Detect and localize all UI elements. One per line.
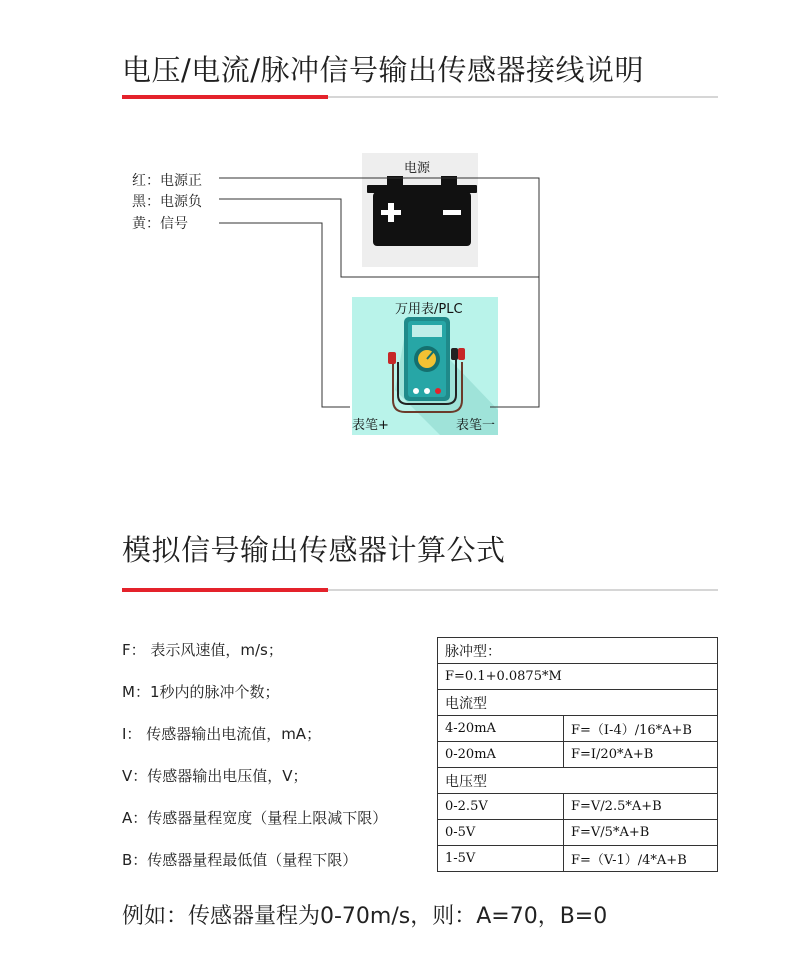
- voltage-range-cell: 0-2.5V: [438, 794, 564, 820]
- table-row: [438, 638, 718, 664]
- voltage-range-cell: 1-5V: [438, 846, 564, 872]
- definition-item: M：1秒内的脉冲个数；: [122, 683, 280, 701]
- table-row: [438, 742, 718, 768]
- table-row: [438, 820, 718, 846]
- voltage-range-cell: 0-5V: [438, 820, 564, 846]
- table-row: [438, 768, 718, 794]
- probe-plus-label: 表笔+: [352, 418, 389, 433]
- example-text: 例如：传感器量程为0-70m/s，则：A=70，B=0: [122, 904, 608, 929]
- definition-item: A：传感器量程宽度（量程上限减下限）: [122, 809, 388, 827]
- voltage-formula-cell: F=V/2.5*A+B: [564, 794, 718, 820]
- definition-item: B：传感器量程最低值（量程下限）: [122, 851, 358, 869]
- battery-icon: [367, 176, 477, 246]
- pulse-type-header: 脉冲型：: [438, 638, 718, 664]
- wire-label-yellow: 黄：信号: [132, 216, 188, 232]
- current-type-header: 电流型: [438, 690, 718, 716]
- wire-label-black: 黑：电源负: [132, 194, 202, 210]
- voltage-formula-cell: F=V/5*A+B: [564, 820, 718, 846]
- probe-minus-label: 表笔一: [456, 418, 496, 433]
- table-row: [438, 690, 718, 716]
- section-title-wiring: 电压/电流/脉冲信号输出传感器接线说明: [122, 53, 645, 87]
- current-formula-cell: F=I/20*A+B: [564, 742, 718, 768]
- voltage-type-header: 电压型: [438, 768, 718, 794]
- current-range-cell: 4-20mA: [438, 716, 564, 742]
- pulse-formula: F=0.1+0.0875*M: [438, 664, 718, 690]
- wiring-diagram-graphic: [0, 0, 790, 470]
- table-row: [438, 664, 718, 690]
- definition-item: V：传感器输出电压值，V；: [122, 767, 308, 785]
- definition-item: I： 传感器输出电流值，mA；: [122, 725, 322, 743]
- current-formula-cell: F=（I-4）/16*A+B: [564, 716, 718, 742]
- section-accent-formulas: [122, 588, 328, 592]
- meter-label: 万用表/PLC: [395, 302, 463, 317]
- voltage-formula-cell: F=（V-1）/4*A+B: [564, 846, 718, 872]
- wire-label-red: 红：电源正: [132, 173, 202, 189]
- table-row: [438, 846, 718, 872]
- table-row: [438, 794, 718, 820]
- power-supply-label: 电源: [404, 161, 431, 176]
- wire-yellow: [219, 223, 350, 407]
- table-row: [438, 716, 718, 742]
- section-title-formulas: 模拟信号输出传感器计算公式: [122, 533, 506, 567]
- current-range-cell: 0-20mA: [438, 742, 564, 768]
- formula-table: [437, 637, 718, 872]
- definition-item: F： 表示风速值，m/s；: [122, 641, 283, 659]
